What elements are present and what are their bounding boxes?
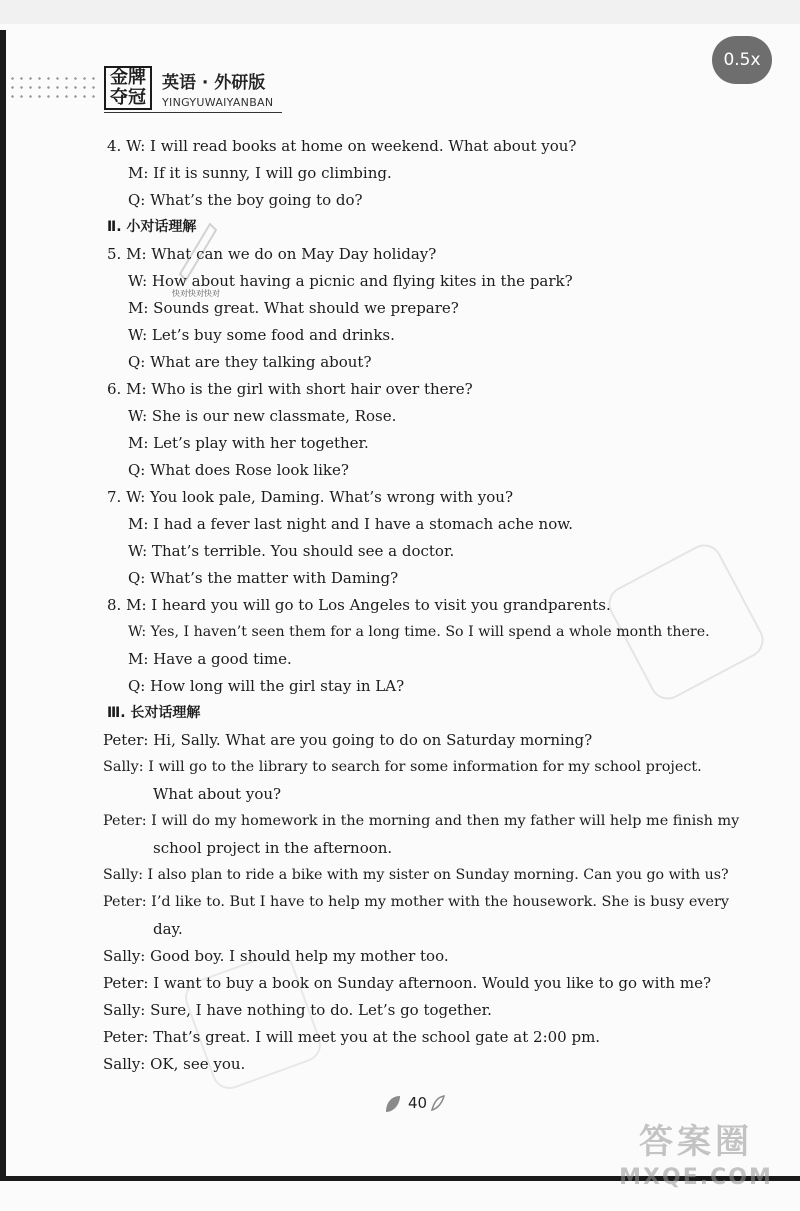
page-binding-edge — [0, 30, 6, 1180]
dialogue-line: Q: What does Rose look like? — [128, 461, 349, 479]
dialogue-line: day. — [153, 920, 183, 938]
dialogue-line: 5. M: What can we do on May Day holiday? — [107, 245, 437, 263]
dialogue-line: Sally: I will go to the library to search for some information for my school project. — [103, 759, 702, 775]
dialogue-line: W: How about having a picnic and flying kites in the park? — [128, 272, 573, 290]
dialogue-line: W: Yes, I haven’t seen them for a long time. So I will spend a whole month there. — [128, 624, 710, 640]
dialogue-line: W: That’s terrible. You should see a doctor. — [128, 542, 455, 560]
dialogue-line: 7. W: You look pale, Daming. What’s wrong with you? — [107, 488, 513, 506]
dialogue-line: Q: What’s the boy going to do? — [128, 191, 363, 209]
dialogue-line: Sally: I also plan to ride a bike with my sister on Sunday morning. Can you go with us? — [103, 867, 729, 883]
dialogue-line: 8. M: I heard you will go to Los Angeles to visit you grandparents. — [107, 596, 611, 614]
dialogue-line: W: She is our new classmate, Rose. — [128, 407, 397, 425]
dialogue-line: M: Let’s play with her together. — [128, 434, 369, 452]
dialogue-line: Sally: Sure, I have nothing to do. Let’s go together. — [103, 1001, 492, 1019]
dialogue-line: Peter: That’s great. I will meet you at the school gate at 2:00 pm. — [103, 1028, 601, 1046]
dialogue-line: Peter: I want to buy a book on Sunday afternoon. Would you like to go with me? — [103, 974, 712, 992]
dialogue-line: Peter: I’d like to. But I have to help my mother with the housework. She is busy every — [103, 894, 729, 910]
section-heading-3: Ⅲ. 长对话理解 — [107, 705, 201, 721]
dialogue-line: M: Have a good time. — [128, 650, 292, 668]
dialogue-line: Sally: Good boy. I should help my mother too. — [103, 947, 449, 965]
dialogue-line: Peter: Hi, Sally. What are you going to do on Saturday morning? — [103, 731, 593, 749]
brand-logo — [104, 66, 152, 110]
stamp-text: 快对快对快对 — [172, 289, 220, 298]
dialogue-line: Peter: I will do my homework in the morning and then my father will help me finish my — [103, 813, 740, 829]
playback-speed-button[interactable]: 0.5x — [712, 36, 772, 84]
dialogue-line: 4. W: I will read books at home on weekend. What about you? — [107, 137, 577, 155]
dialogue-line: school project in the afternoon. — [153, 839, 393, 857]
dialogue-line: 6. M: Who is the girl with short hair over there? — [107, 380, 473, 398]
leaf-icon — [430, 1094, 446, 1112]
top-band — [0, 0, 800, 24]
dialogue-line: M: Sounds great. What should we prepare? — [128, 299, 459, 317]
watermark-main: 答案圈 — [639, 1122, 753, 1162]
page-number: 40 — [408, 1094, 428, 1112]
watermark-sub: MXQE.COM — [619, 1165, 773, 1190]
dialogue-line: W: Let’s buy some food and drinks. — [128, 326, 395, 344]
dialogue-line: Q: What’s the matter with Daming? — [128, 569, 399, 587]
dialogue-line: M: If it is sunny, I will go climbing. — [128, 164, 392, 182]
dot-pattern-decoration — [8, 74, 98, 104]
dialogue-line: Q: How long will the girl stay in LA? — [128, 677, 405, 695]
dialogue-line: Sally: OK, see you. — [103, 1055, 246, 1073]
section-heading-2: Ⅱ. 小对话理解 — [107, 219, 197, 235]
logo-line-2: 夺冠 — [110, 87, 146, 108]
dialogue-line: Q: What are they talking about? — [128, 353, 372, 371]
dialogue-line: M: I had a fever last night and I have a stomach ache now. — [128, 515, 574, 533]
header-underline — [104, 112, 282, 113]
leaf-icon — [384, 1094, 402, 1114]
logo-line-1: 金牌 — [110, 67, 146, 88]
book-subtitle: YINGYUWAIYANBAN — [162, 96, 274, 109]
book-title: 英语 · 外研版 — [162, 73, 266, 93]
dialogue-line: What about you? — [153, 785, 282, 803]
site-watermark — [606, 1120, 786, 1200]
